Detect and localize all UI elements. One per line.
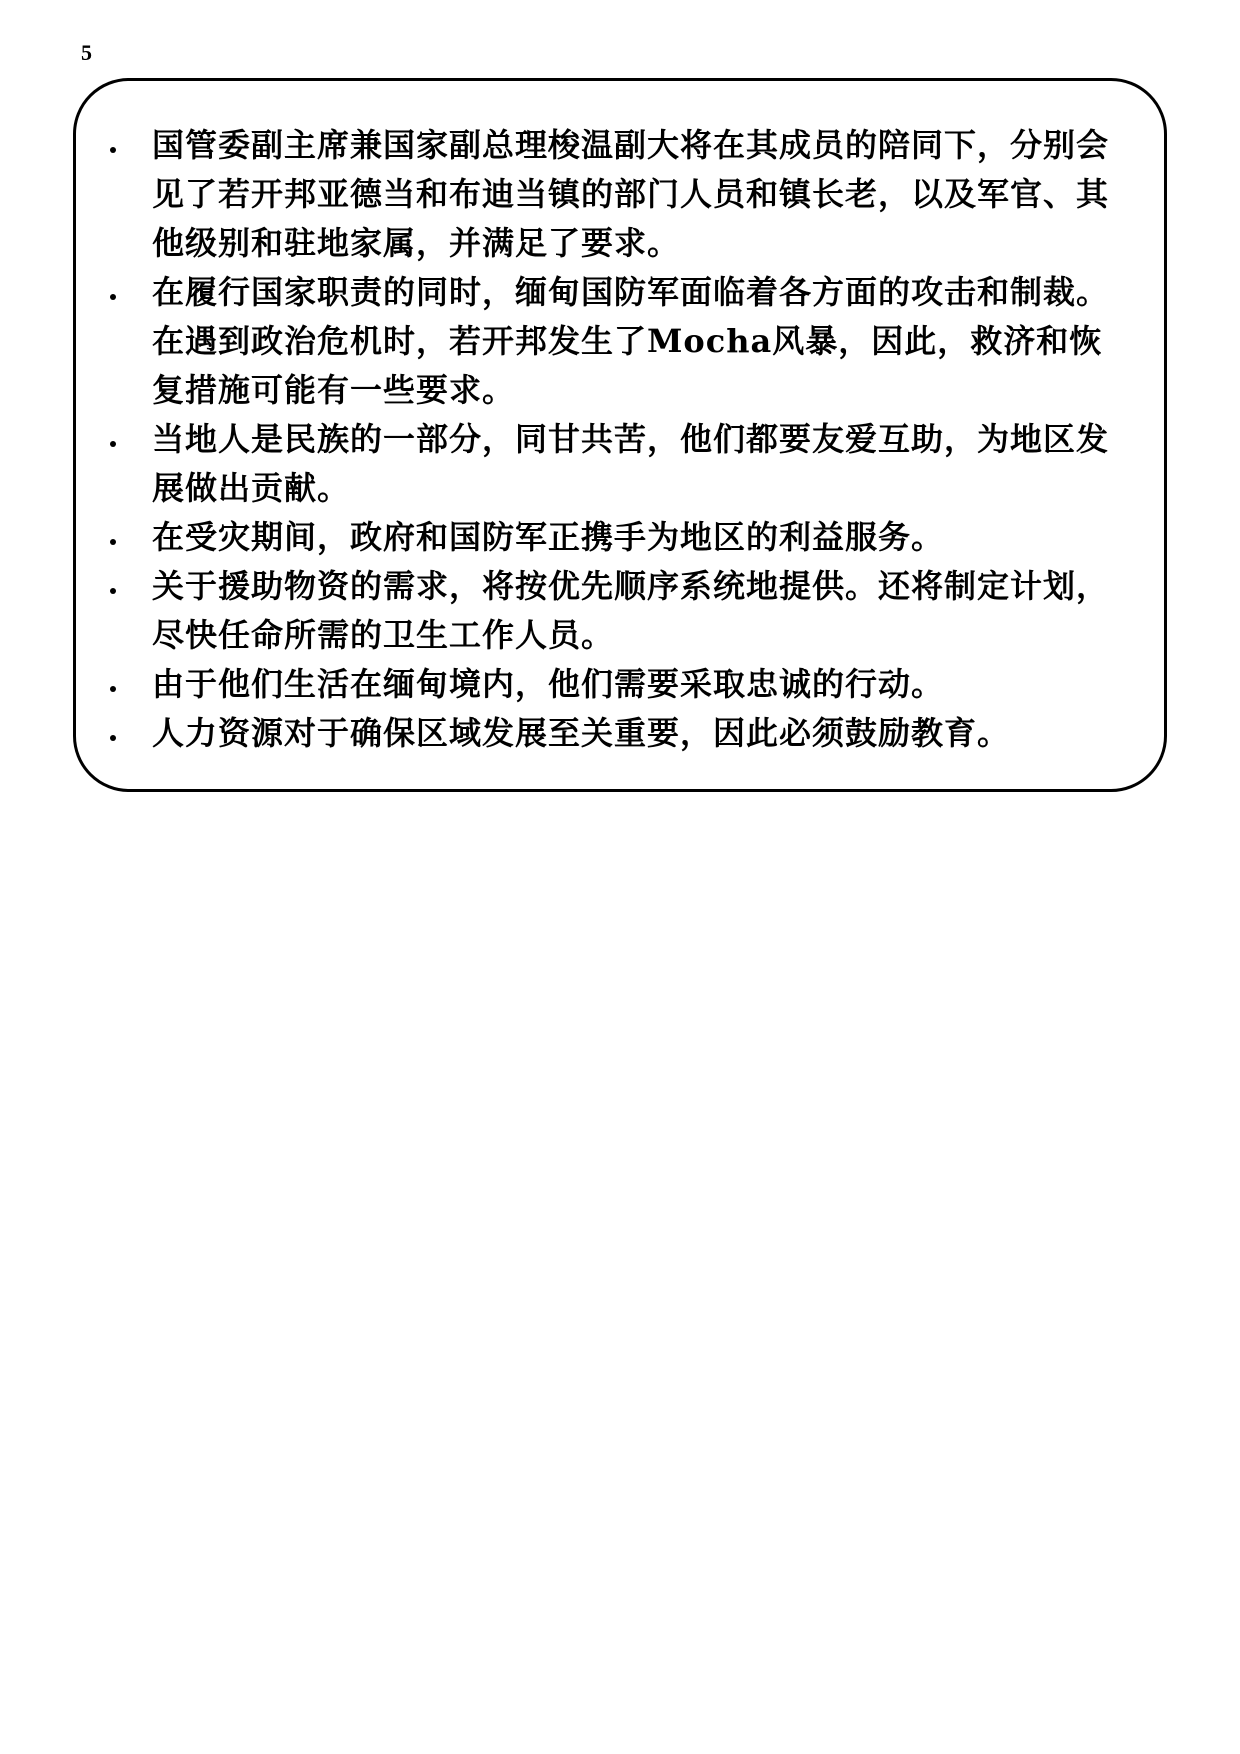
bullet-icon	[110, 294, 116, 300]
bullet-icon	[110, 441, 116, 447]
bullet-text: 人力资源对于确保区域发展至关重要，因此必须鼓励教育。	[152, 714, 1011, 752]
bullet-icon	[110, 686, 116, 692]
bullet-item	[104, 513, 1134, 562]
summary-box	[73, 78, 1167, 792]
bullet-item	[104, 268, 1134, 415]
bullet-icon	[110, 147, 116, 153]
bullet-item	[104, 415, 1134, 513]
page-number: 5	[81, 40, 92, 65]
bullet-item	[104, 121, 1134, 268]
bullet-text: 国管委副主席兼国家副总理梭温副大将在其成员的陪同下，分别会见了若开邦亚德当和布迪当镇的部门人员和镇长老，以及军官、其他级别和驻地家属，并满足了要求。	[152, 126, 1110, 262]
bullet-icon	[110, 588, 116, 594]
bullet-list	[104, 121, 1134, 758]
bullet-text: 由于他们生活在缅甸境内，他们需要采取忠诚的行动。	[152, 665, 945, 703]
bullet-text: 当地人是民族的一部分，同甘共苦，他们都要友爱互助，为地区发展做出贡献。	[152, 420, 1110, 507]
bullet-text: 关于援助物资的需求，将按优先顺序系统地提供。还将制定计划，尽快任命所需的卫生工作人员。	[152, 567, 1110, 654]
bullet-icon	[110, 539, 116, 545]
bullet-text: 在受灾期间，政府和国防军正携手为地区的利益服务。	[152, 518, 945, 556]
bullet-text: 在履行国家职责的同时，缅甸国防军面临着各方面的攻击和制裁。在遇到政治危机时，若开邦发生了Mocha风暴，因此，救济和恢复措施可能有一些要求。	[152, 273, 1110, 409]
bullet-item	[104, 660, 1134, 709]
bullet-item	[104, 562, 1134, 660]
bullet-item	[104, 709, 1134, 758]
bullet-icon	[110, 735, 116, 741]
